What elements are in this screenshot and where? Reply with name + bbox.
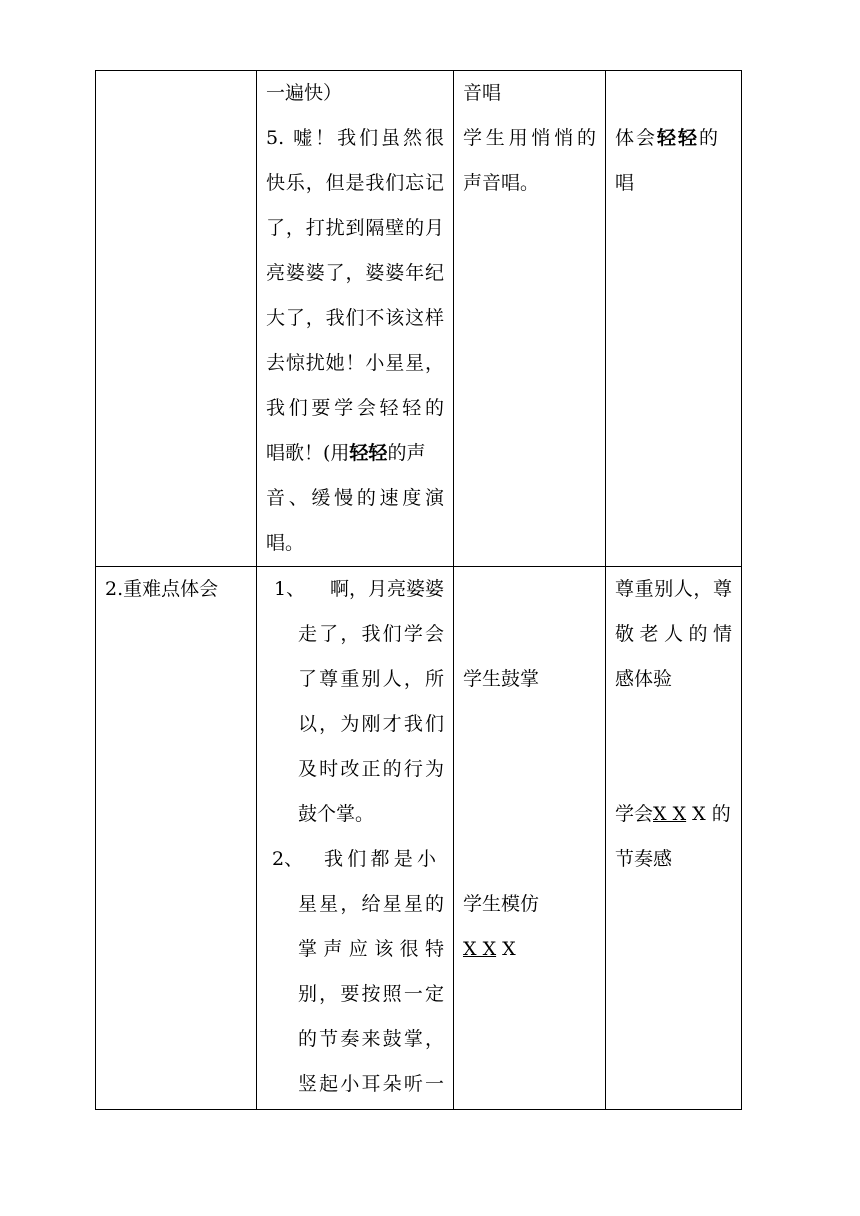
text-line: 及时改正的行为	[298, 758, 444, 780]
text-segment: 唱歌！(用	[266, 442, 350, 464]
text-segment: 我们都是小	[324, 848, 436, 870]
text-line: 以，为刚才我们	[298, 713, 444, 735]
list-item-first-line	[266, 567, 444, 612]
text-line: 尊重别人，尊	[615, 578, 732, 600]
underlined-rhythm: X X	[463, 938, 497, 960]
text-line	[615, 116, 732, 161]
text-segment: 的声	[387, 442, 426, 464]
text-line: 掌声应该很特	[298, 938, 444, 960]
text-line: 节奏感	[615, 848, 673, 870]
text-segment: 的	[699, 127, 721, 149]
bold-text: 轻轻	[657, 127, 700, 149]
teacher-activity-cell	[257, 71, 454, 567]
list-number: 1、	[274, 578, 306, 600]
spacer	[615, 702, 732, 747]
text-line: 唱	[615, 172, 635, 194]
text-line	[615, 792, 732, 837]
text-segment: X 的	[686, 803, 731, 825]
text-line: 鼓个掌。	[298, 803, 375, 825]
text-segment: X	[496, 938, 516, 960]
text-line: 了尊重别人，所	[298, 668, 444, 690]
lesson-plan-table	[95, 70, 742, 1110]
text-line: 快乐，但是我们忘记	[266, 172, 444, 194]
student-activity-cell	[454, 567, 606, 1110]
text-line: 星星，给星星的	[298, 893, 444, 915]
text-line: 大了，我们不该这样	[266, 307, 444, 329]
list-number: 2、	[272, 848, 304, 870]
text-segment: 啊，月亮婆婆	[329, 578, 444, 600]
text-line: 亮婆婆了，婆婆年纪	[266, 262, 444, 284]
text-line: 去惊扰她！小星星，	[266, 352, 444, 374]
text-line: 音唱	[463, 82, 502, 104]
text-line: 唱。	[266, 532, 305, 554]
text-segment: 学会	[615, 803, 654, 825]
stage-cell	[96, 71, 257, 567]
spacer	[615, 747, 732, 792]
text-line	[266, 431, 444, 476]
table-row	[96, 71, 742, 567]
text-line: 声音唱。	[463, 172, 540, 194]
intent-cell	[606, 567, 742, 1110]
stage-label: 2.重难点体会	[105, 578, 219, 600]
list-item-first-line	[266, 837, 444, 882]
text-line: 了，打扰到隔壁的月	[266, 217, 444, 239]
text-line: 竖起小耳朵听一	[298, 1073, 444, 1095]
text-line: 感体验	[615, 668, 673, 690]
text-line: 别，要按照一定	[298, 983, 444, 1005]
spacer	[463, 747, 596, 792]
bold-text: 轻轻	[349, 442, 388, 464]
spacer	[463, 837, 596, 882]
intent-cell	[606, 71, 742, 567]
teacher-activity-cell	[257, 567, 454, 1110]
text-line: 学生模仿	[463, 893, 540, 915]
spacer	[463, 702, 596, 747]
text-line: 的节奏来鼓掌，	[298, 1028, 444, 1050]
text-line: 学生鼓掌	[463, 668, 540, 690]
text-line: 走了，我们学会	[298, 623, 444, 645]
table-row	[96, 567, 742, 1110]
spacer	[615, 71, 732, 116]
text-segment: 体会	[615, 127, 658, 149]
stage-cell	[96, 567, 257, 1110]
underlined-rhythm: X X	[653, 803, 687, 825]
text-line: 一遍快）	[266, 82, 343, 104]
text-line: 学生用悄悄的	[463, 127, 596, 149]
text-line: 音、缓慢的速度演	[266, 487, 444, 509]
student-activity-cell	[454, 71, 606, 567]
text-line: 5. 嘘！我们虽然很	[266, 127, 444, 149]
text-line: 敬老人的情	[615, 623, 732, 645]
spacer	[463, 792, 596, 837]
text-line: 我们要学会轻轻的	[266, 397, 444, 419]
spacer	[463, 612, 596, 657]
rhythm-notation	[463, 927, 596, 972]
spacer	[463, 567, 596, 612]
